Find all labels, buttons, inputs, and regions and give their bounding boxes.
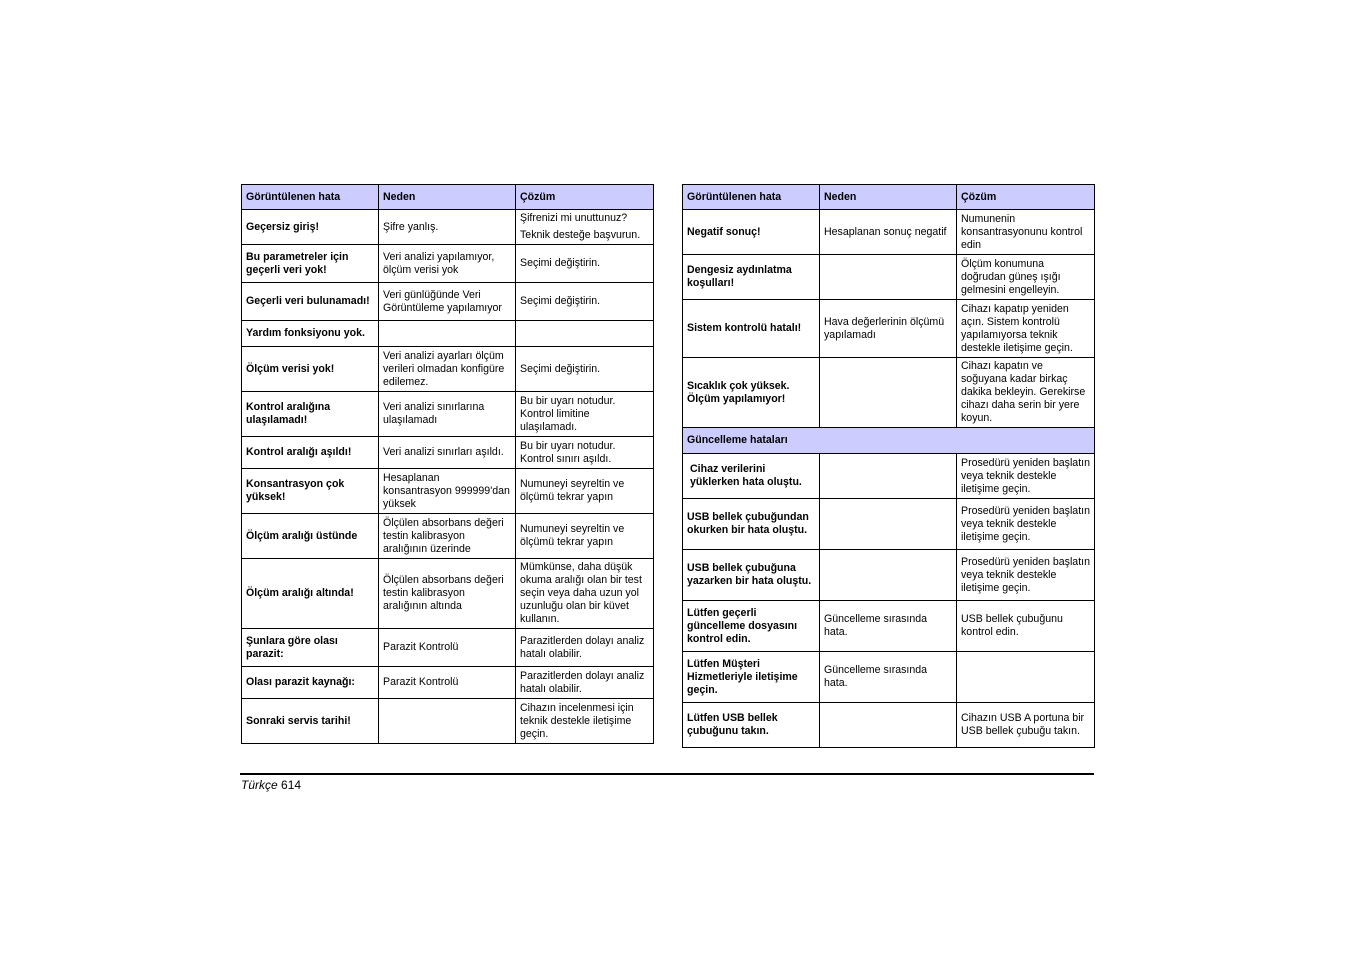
table-row bbox=[683, 300, 1095, 358]
table-row bbox=[242, 437, 654, 469]
solution-cell: Seçimi değiştirin. bbox=[516, 347, 654, 392]
page-number: 614 bbox=[281, 778, 302, 792]
cause-cell bbox=[820, 454, 957, 499]
solution-cell: Cihazın USB A portuna bir USB bellek çubuğu takın. bbox=[957, 703, 1095, 748]
table-row bbox=[683, 210, 1095, 255]
error-cell: Ölçüm aralığı üstünde bbox=[242, 514, 379, 559]
col-header-solution: Çözüm bbox=[516, 185, 654, 210]
error-cell: Negatif sonuç! bbox=[683, 210, 820, 255]
error-cell: Ölçüm verisi yok! bbox=[242, 347, 379, 392]
cause-cell bbox=[820, 550, 957, 601]
error-cell: Cihaz verilerini yüklerken hata oluştu. bbox=[683, 454, 820, 499]
cause-cell bbox=[820, 499, 957, 550]
table-row bbox=[683, 358, 1095, 428]
error-cell: Yardım fonksiyonu yok. bbox=[242, 321, 379, 347]
solution-cell: Seçimi değiştirin. bbox=[516, 283, 654, 321]
error-cell: Lütfen geçerli güncelleme dosyasını kontrol edin. bbox=[683, 601, 820, 652]
left-error-table bbox=[241, 184, 654, 744]
table-row bbox=[683, 652, 1095, 703]
cause-cell bbox=[820, 703, 957, 748]
footer-language: Türkçe bbox=[241, 778, 278, 792]
cause-cell: Hava değerlerinin ölçümü yapılamadı bbox=[820, 300, 957, 358]
table-row bbox=[683, 703, 1095, 748]
table-row bbox=[242, 392, 654, 437]
solution-cell: Mümkünse, daha düşük okuma aralığı olan bir test seçin veya daha uzun yol uzunluğu olan bir küvet kullanın. bbox=[516, 559, 654, 629]
cause-cell: Şifre yanlış. bbox=[379, 210, 516, 245]
right-error-table bbox=[682, 184, 1095, 748]
table-row bbox=[242, 667, 654, 699]
table-row bbox=[683, 601, 1095, 652]
col-header-cause: Neden bbox=[820, 185, 957, 210]
cause-cell: Parazit Kontrolü bbox=[379, 629, 516, 667]
page-footer bbox=[241, 778, 301, 793]
solution-cell: Cihazı kapatıp yeniden açın. Sistem kontrolü yapılamıyorsa teknik destekle iletişime geçin. bbox=[957, 300, 1095, 358]
error-cell: USB bellek çubuğundan okurken bir hata oluştu. bbox=[683, 499, 820, 550]
solution-line: Teknik desteğe başvurun. bbox=[520, 229, 641, 241]
table-header-row bbox=[683, 185, 1095, 210]
cause-cell: Veri analizi yapılamıyor, ölçüm verisi yok bbox=[379, 245, 516, 283]
section-row bbox=[683, 428, 1095, 454]
table-row bbox=[242, 629, 654, 667]
table-header-row bbox=[242, 185, 654, 210]
solution-cell: Cihazı kapatın ve soğuyana kadar birkaç dakika bekleyin. Gerekirse cihazı daha serin bir yere koyun. bbox=[957, 358, 1095, 428]
cause-cell bbox=[820, 255, 957, 300]
cause-cell: Veri analizi ayarları ölçüm verileri olmadan konfigüre edilemez. bbox=[379, 347, 516, 392]
solution-cell: Cihazın incelenmesi için teknik destekle iletişime geçin. bbox=[516, 699, 654, 744]
cause-cell bbox=[379, 321, 516, 347]
cause-cell: Ölçülen absorbans değeri testin kalibrasyon aralığının altında bbox=[379, 559, 516, 629]
cause-cell: Parazit Kontrolü bbox=[379, 667, 516, 699]
table-row bbox=[242, 245, 654, 283]
col-header-error: Görüntülenen hata bbox=[242, 185, 379, 210]
table-row bbox=[242, 514, 654, 559]
solution-cell bbox=[516, 210, 654, 245]
cause-cell: Hesaplanan sonuç negatif bbox=[820, 210, 957, 255]
table-row bbox=[242, 699, 654, 744]
cause-cell: Veri analizi sınırlarına ulaşılamadı bbox=[379, 392, 516, 437]
cause-cell: Hesaplanan konsantrasyon 999999'dan yüksek bbox=[379, 469, 516, 514]
error-cell: Lütfen USB bellek çubuğunu takın. bbox=[683, 703, 820, 748]
table-row bbox=[242, 210, 654, 245]
solution-cell: Prosedürü yeniden başlatın veya teknik destekle iletişime geçin. bbox=[957, 499, 1095, 550]
col-header-solution: Çözüm bbox=[957, 185, 1095, 210]
error-cell: Olası parazit kaynağı: bbox=[242, 667, 379, 699]
error-cell: Sonraki servis tarihi! bbox=[242, 699, 379, 744]
error-cell: Geçersiz giriş! bbox=[242, 210, 379, 245]
error-cell: Geçerli veri bulunamadı! bbox=[242, 283, 379, 321]
table-row bbox=[242, 321, 654, 347]
table-row bbox=[242, 283, 654, 321]
table-row bbox=[683, 255, 1095, 300]
error-cell: Sistem kontrolü hatalı! bbox=[683, 300, 820, 358]
cause-cell: Veri analizi sınırları aşıldı. bbox=[379, 437, 516, 469]
solution-cell: Numuneyi seyreltin ve ölçümü tekrar yapın bbox=[516, 469, 654, 514]
error-cell: Bu parametreler için geçerli veri yok! bbox=[242, 245, 379, 283]
solution-cell: Bu bir uyarı notudur. Kontrol limitine ulaşılamadı. bbox=[516, 392, 654, 437]
solution-cell: Parazitlerden dolayı analiz hatalı olabilir. bbox=[516, 667, 654, 699]
cause-cell: Ölçülen absorbans değeri testin kalibrasyon aralığının üzerinde bbox=[379, 514, 516, 559]
error-cell: Lütfen Müşteri Hizmetleriyle iletişime geçin. bbox=[683, 652, 820, 703]
table-row bbox=[242, 469, 654, 514]
solution-cell bbox=[957, 652, 1095, 703]
error-cell: Sıcaklık çok yüksek. Ölçüm yapılamıyor! bbox=[683, 358, 820, 428]
table-row bbox=[683, 499, 1095, 550]
table-row bbox=[683, 550, 1095, 601]
col-header-cause: Neden bbox=[379, 185, 516, 210]
col-header-error: Görüntülenen hata bbox=[683, 185, 820, 210]
error-cell: Dengesiz aydınlatma koşulları! bbox=[683, 255, 820, 300]
solution-cell: Prosedürü yeniden başlatın veya teknik destekle iletişime geçin. bbox=[957, 550, 1095, 601]
solution-cell: Parazitlerden dolayı analiz hatalı olabilir. bbox=[516, 629, 654, 667]
error-cell: Ölçüm aralığı altında! bbox=[242, 559, 379, 629]
solution-cell: Bu bir uyarı notudur. Kontrol sınırı aşıldı. bbox=[516, 437, 654, 469]
cause-cell: Güncelleme sırasında hata. bbox=[820, 601, 957, 652]
section-heading: Güncelleme hataları bbox=[683, 428, 1095, 454]
solution-cell: Numuneyi seyreltin ve ölçümü tekrar yapın bbox=[516, 514, 654, 559]
table-row bbox=[242, 347, 654, 392]
solution-cell: Ölçüm konumuna doğrudan güneş ışığı gelmesini engelleyin. bbox=[957, 255, 1095, 300]
error-cell: Şunlara göre olası parazit: bbox=[242, 629, 379, 667]
solution-cell: Prosedürü yeniden başlatın veya teknik destekle iletişime geçin. bbox=[957, 454, 1095, 499]
table-row bbox=[242, 559, 654, 629]
solution-line: Şifrenizi mi unuttunuz? bbox=[520, 212, 628, 224]
cause-cell: Güncelleme sırasında hata. bbox=[820, 652, 957, 703]
solution-cell: Numunenin konsantrasyonunu kontrol edin bbox=[957, 210, 1095, 255]
footer-rule bbox=[240, 773, 1094, 775]
solution-cell bbox=[516, 321, 654, 347]
cause-cell bbox=[820, 358, 957, 428]
error-cell: Konsantrasyon çok yüksek! bbox=[242, 469, 379, 514]
error-cell: Kontrol aralığı aşıldı! bbox=[242, 437, 379, 469]
solution-cell: USB bellek çubuğunu kontrol edin. bbox=[957, 601, 1095, 652]
cause-cell bbox=[379, 699, 516, 744]
table-row bbox=[683, 454, 1095, 499]
error-cell: USB bellek çubuğuna yazarken bir hata oluştu. bbox=[683, 550, 820, 601]
error-cell: Kontrol aralığına ulaşılamadı! bbox=[242, 392, 379, 437]
solution-cell: Seçimi değiştirin. bbox=[516, 245, 654, 283]
cause-cell: Veri günlüğünde Veri Görüntüleme yapılamıyor bbox=[379, 283, 516, 321]
